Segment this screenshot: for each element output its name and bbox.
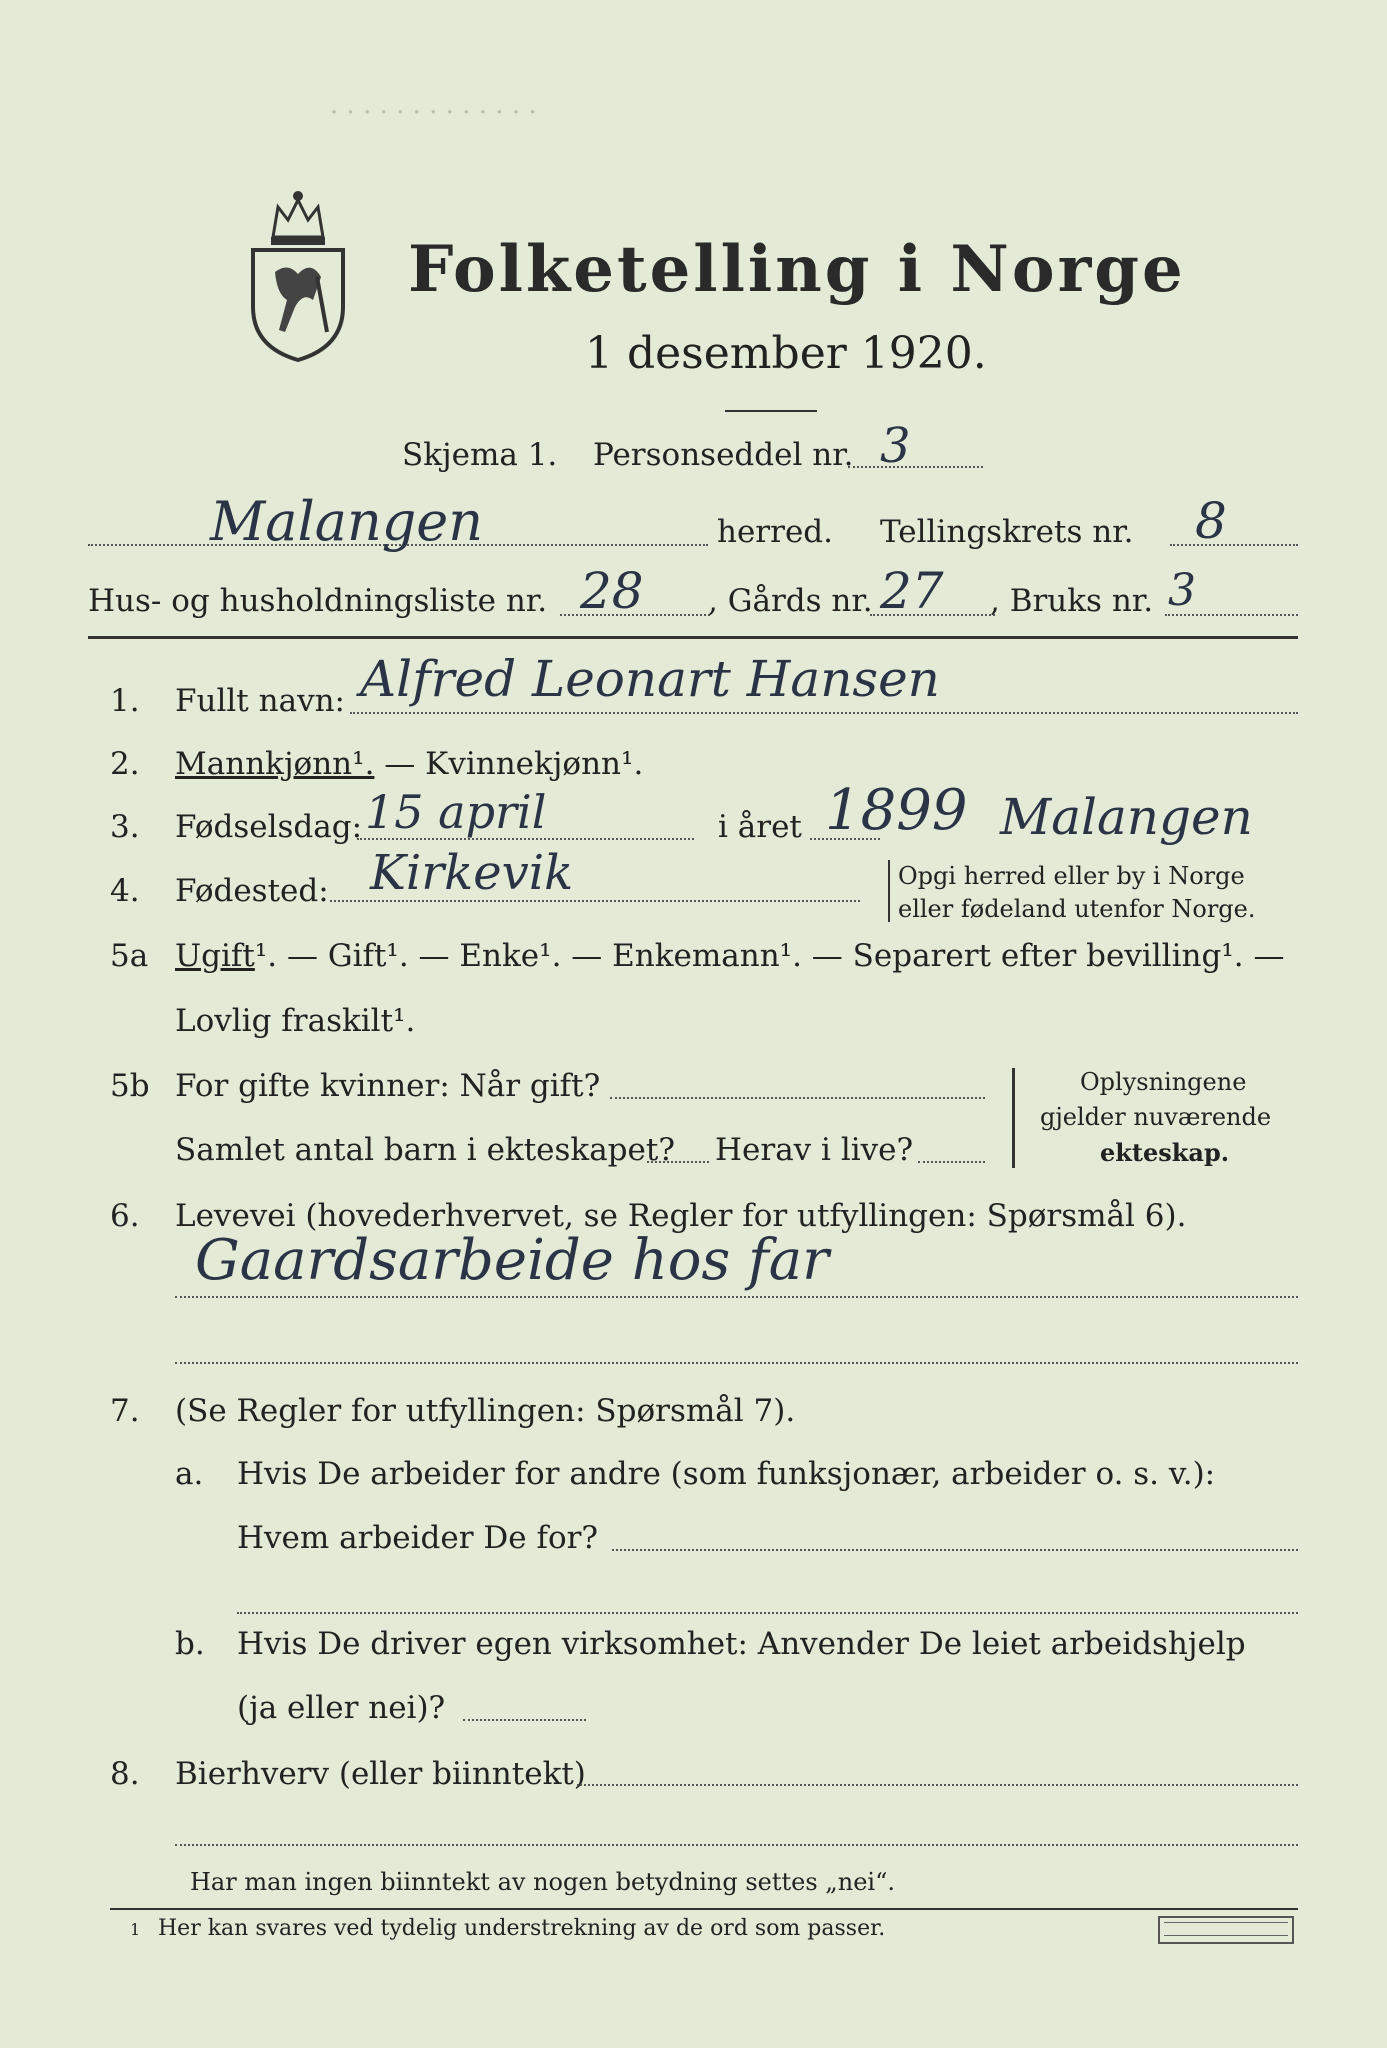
q7-number: 7. — [110, 1393, 140, 1429]
q5b-note-brace — [1012, 1068, 1015, 1168]
footer-note: Har man ingen biinntekt av nogen betydning settes „nei“. — [190, 1868, 895, 1896]
printer-stamp — [1158, 1916, 1294, 1944]
gards-value: 27 — [880, 562, 944, 620]
footer-rule — [110, 1908, 1298, 1910]
q1-line — [350, 712, 1298, 714]
q5b-note-line1: Oplysningene — [1080, 1068, 1247, 1096]
q8-line2 — [175, 1844, 1298, 1846]
q2-separator: — — [374, 746, 426, 782]
tellingskrets-label: Tellingskrets nr. — [880, 514, 1134, 550]
herred-label: herred. — [717, 514, 833, 550]
q1-number: 1. — [110, 683, 140, 719]
footnote-number: 1 — [130, 1920, 141, 1939]
q7a-line2 — [237, 1612, 1298, 1614]
q6-line2 — [175, 1362, 1298, 1364]
q5b-number: 5b — [110, 1068, 150, 1104]
q6-number: 6. — [110, 1198, 140, 1234]
husholdning-label: Hus- og husholdningsliste nr. — [88, 583, 548, 619]
q5b-note-line3: ekteskap. — [1100, 1138, 1230, 1167]
form-title: Folketelling i Norge — [408, 232, 1186, 307]
q7a-label2: Hvem arbeider De for? — [237, 1520, 599, 1556]
title-divider — [725, 410, 817, 412]
q5b-label3: Herav i live? — [715, 1132, 914, 1168]
q8-label: Bierhverv (eller biinntekt) — [175, 1756, 586, 1792]
q7a-label1: Hvis De arbeider for andre (som funksjonær, arbeider o. s. v.): — [237, 1456, 1216, 1492]
tellingskrets-line — [1170, 544, 1298, 546]
q5b-children-line — [647, 1161, 709, 1163]
q3-extra-value: Malangen — [1000, 788, 1253, 846]
q7a-line1 — [612, 1549, 1298, 1551]
q7b-label1: Hvis De driver egen virksomhet: Anvender De leiet arbeidshjelp — [237, 1626, 1246, 1662]
q5b-note-line2: gjelder nuværende — [1040, 1103, 1272, 1131]
personseddel-line — [848, 466, 983, 468]
gards-label: , Gårds nr. — [708, 583, 873, 619]
husholdning-value: 28 — [580, 562, 644, 620]
q7b-line — [463, 1719, 586, 1721]
q4-number: 4. — [110, 873, 140, 909]
personseddel-label: Personseddel nr. — [593, 437, 854, 473]
q5a-options — [175, 938, 1284, 974]
q8-line1 — [577, 1784, 1298, 1786]
q3-number: 3. — [110, 809, 140, 845]
q5a-line2: Lovlig fraskilt¹. — [175, 1003, 416, 1039]
q5a-other-options: ¹. — Gift¹. — Enke¹. — Enkemann¹. — Separert efter bevilling¹. — — [254, 938, 1285, 974]
q2-options — [175, 746, 643, 782]
q5b-married-line — [610, 1097, 985, 1099]
q4-value: Kirkevik — [370, 845, 574, 901]
q1-value: Alfred Leonart Hansen — [360, 650, 940, 708]
q3-value: 15 april — [365, 785, 547, 839]
q5b-alive-line — [918, 1161, 985, 1163]
q8-number: 8. — [110, 1756, 140, 1792]
q7-label: (Se Regler for utfyllingen: Spørsmål 7). — [175, 1393, 796, 1429]
bleed-through-text: · · · · · · · · · · · · · — [330, 98, 537, 128]
q4-note-line1: Opgi herred eller by i Norge — [898, 862, 1245, 890]
header-rule — [88, 636, 1298, 639]
q6-line1 — [175, 1296, 1298, 1298]
q6-label: Levevei (hovederhvervet, se Regler for utfyllingen: Spørsmål 6). — [175, 1198, 1187, 1234]
q7a-letter: a. — [175, 1456, 204, 1492]
q5b-label1: For gifte kvinner: Når gift? — [175, 1068, 601, 1104]
bruks-label: , Bruks nr. — [990, 583, 1154, 619]
q1-label: Fullt navn: — [175, 683, 345, 719]
q7b-letter: b. — [175, 1626, 205, 1662]
q6-value: Gaardsarbeide hos far — [195, 1228, 829, 1293]
q5a-ugift-option: Ugift — [175, 938, 255, 974]
tellingskrets-value: 8 — [1195, 492, 1227, 550]
form-date: 1 desember 1920. — [585, 328, 987, 379]
footnote-text: Her kan svares ved tydelig understrekning av de ord som passer. — [158, 1916, 886, 1941]
skjema-label: Skjema 1. — [402, 437, 558, 473]
q3-label: Fødselsdag: — [175, 809, 363, 845]
q3-aret-label: i året — [718, 809, 802, 845]
q4-note-line2: eller fødeland utenfor Norge. — [898, 895, 1256, 923]
q2-mann-option: Mannkjønn¹. — [175, 746, 375, 782]
q5b-label2: Samlet antal barn i ekteskapet? — [175, 1132, 675, 1168]
q4-label: Fødested: — [175, 873, 329, 909]
q4-note-brace — [888, 860, 890, 922]
herred-value: Malangen — [210, 490, 484, 553]
q5a-number: 5a — [110, 938, 149, 974]
q7b-label2: (ja eller nei)? — [237, 1690, 446, 1726]
coat-of-arms-icon — [243, 182, 353, 362]
q3-year-value: 1899 — [825, 778, 968, 843]
bruks-value: 3 — [1168, 565, 1196, 616]
q2-kvinne-option: Kvinnekjønn¹. — [425, 746, 644, 782]
personseddel-value: 3 — [880, 418, 911, 474]
q2-number: 2. — [110, 746, 140, 782]
